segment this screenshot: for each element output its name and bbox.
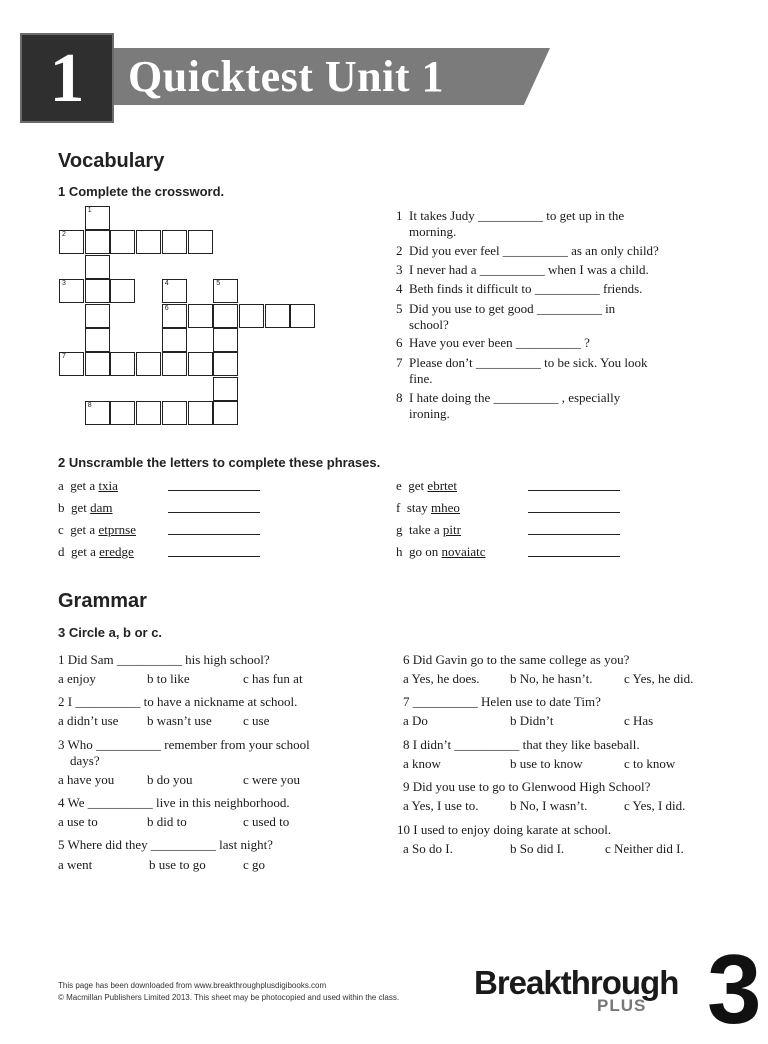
- crossword-cell[interactable]: [85, 328, 110, 352]
- crossword-number-1: 1: [87, 207, 92, 214]
- page-title: Quicktest Unit 1: [128, 52, 444, 101]
- crossword-cell[interactable]: [188, 304, 213, 328]
- clue-2: 2 Did you ever feel __________ as an only child?: [396, 243, 659, 258]
- option-6a[interactable]: a Yes, he does.: [403, 671, 480, 686]
- option-8b[interactable]: b use to know: [510, 756, 583, 771]
- option-1a[interactable]: a enjoy: [58, 671, 96, 686]
- answer-line-b[interactable]: [168, 512, 260, 513]
- crossword-cell[interactable]: [265, 304, 290, 328]
- phrase-e: e get ebrtet: [396, 478, 458, 493]
- option-5a[interactable]: a went: [58, 857, 93, 872]
- footer-line-1: This page has been downloaded from www.breakthroughplusdigibooks.com: [58, 981, 327, 990]
- crossword-cell[interactable]: [110, 230, 135, 254]
- option-4a[interactable]: a use to: [58, 814, 98, 829]
- option-5b[interactable]: b use to go: [149, 857, 206, 872]
- question-3-cont: days?: [70, 753, 100, 768]
- crossword-cell[interactable]: [136, 352, 161, 376]
- option-7c[interactable]: c Has: [624, 713, 654, 728]
- phrase-a: a get a txia: [58, 478, 118, 493]
- crossword-cell[interactable]: [213, 401, 238, 425]
- option-8c[interactable]: c to know: [624, 756, 676, 771]
- crossword-cell[interactable]: [110, 401, 135, 425]
- option-3b[interactable]: b do you: [147, 772, 193, 787]
- option-4b[interactable]: b did to: [147, 814, 187, 829]
- crossword-cell[interactable]: [136, 230, 161, 254]
- crossword-number-7: 7: [62, 353, 66, 361]
- option-10a[interactable]: a So do I.: [403, 841, 453, 856]
- crossword-cell[interactable]: [110, 352, 135, 376]
- crossword-cell[interactable]: [110, 279, 135, 303]
- crossword-number-8: 8: [87, 402, 92, 410]
- option-9b[interactable]: b No, I wasn’t.: [510, 798, 588, 813]
- crossword-cell[interactable]: [162, 328, 187, 352]
- question-1: 1 Did Sam __________ his high school?: [58, 652, 270, 667]
- option-7b[interactable]: b Didn’t: [510, 713, 554, 728]
- clue-8: 8 I hate doing the __________ , especially ironing.: [396, 390, 621, 421]
- vocabulary-heading: Vocabulary: [58, 150, 165, 172]
- option-5c[interactable]: c go: [243, 857, 266, 872]
- phrase-b: b get dam: [58, 500, 113, 515]
- crossword-cell[interactable]: [162, 230, 187, 254]
- clue-7: 7 Please don’t __________ to be sick. You look fine.: [396, 355, 648, 386]
- crossword-cell[interactable]: [213, 304, 238, 328]
- crossword-cell[interactable]: [290, 304, 315, 328]
- question-2: 2 I __________ to have a nickname at school.: [58, 694, 298, 709]
- question-8: 8 I didn’t __________ that they like baseball.: [403, 737, 640, 752]
- crossword-cell[interactable]: [136, 401, 161, 425]
- crossword-cell[interactable]: [162, 401, 187, 425]
- ex2-instruction: 2 Unscramble the letters to complete these phrases.: [58, 455, 381, 470]
- clue-4: 4 Beth finds it difficult to __________ friends.: [396, 281, 643, 296]
- phrase-d: d get a eredge: [58, 544, 134, 559]
- clue-1: 1 It takes Judy __________ to get up in the morning.: [396, 208, 625, 239]
- answer-line-a[interactable]: [168, 490, 260, 491]
- option-9a[interactable]: a Yes, I use to.: [403, 798, 479, 813]
- question-10: 10 I used to enjoy doing karate at school.: [397, 822, 612, 837]
- clue-6: 6 Have you ever been __________ ?: [396, 335, 590, 350]
- brand-logo: Breakthrough: [474, 964, 679, 1001]
- crossword-cell[interactable]: [85, 255, 110, 279]
- crossword-cell[interactable]: [188, 401, 213, 425]
- answer-line-h[interactable]: [528, 556, 620, 557]
- phrase-c: c get a etprnse: [58, 522, 136, 537]
- option-3a[interactable]: a have you: [58, 772, 115, 787]
- option-10c[interactable]: c Neither did I.: [605, 841, 684, 856]
- footer-line-2: © Macmillan Publishers Limited 2013. This sheet may be photocopied and used within the class.: [58, 993, 400, 1002]
- answer-line-c[interactable]: [168, 534, 260, 535]
- crossword-cell[interactable]: [85, 279, 110, 303]
- phrase-h: h go on novaiatc: [396, 544, 486, 559]
- crossword-cell[interactable]: [162, 352, 187, 376]
- crossword-cell[interactable]: [213, 377, 238, 401]
- answer-line-f[interactable]: [528, 512, 620, 513]
- question-4: 4 We __________ live in this neighborhood.: [58, 795, 290, 810]
- crossword-cell[interactable]: [213, 328, 238, 352]
- question-9: 9 Did you use to go to Glenwood High School?: [403, 779, 651, 794]
- option-6c[interactable]: c Yes, he did.: [624, 671, 694, 686]
- option-9c[interactable]: c Yes, I did.: [624, 798, 686, 813]
- option-2c[interactable]: c use: [243, 713, 270, 728]
- question-7: 7 __________ Helen use to date Tim?: [403, 694, 601, 709]
- option-2a[interactable]: a didn’t use: [58, 713, 119, 728]
- option-4c[interactable]: c used to: [243, 814, 290, 829]
- crossword-cell[interactable]: [188, 230, 213, 254]
- option-1b[interactable]: b to like: [147, 671, 190, 686]
- crossword-cell[interactable]: [85, 230, 110, 254]
- crossword-cell[interactable]: [213, 352, 238, 376]
- crossword-number-5: 5: [216, 280, 221, 288]
- option-6b[interactable]: b No, he hasn’t.: [510, 671, 593, 686]
- answer-line-g[interactable]: [528, 534, 620, 535]
- phrase-g: g take a pitr: [396, 522, 461, 537]
- option-3c[interactable]: c were you: [243, 772, 301, 787]
- question-3: 3 Who __________ remember from your school: [58, 737, 310, 752]
- crossword-number-4: 4: [164, 280, 169, 288]
- option-8a[interactable]: a know: [403, 756, 441, 771]
- answer-line-e[interactable]: [528, 490, 620, 491]
- crossword-cell[interactable]: [239, 304, 264, 328]
- clue-5: 5 Did you use to get good __________ in school?: [396, 301, 616, 332]
- option-7a[interactable]: a Do: [403, 713, 428, 728]
- option-10b[interactable]: b So did I.: [510, 841, 565, 856]
- crossword-cell[interactable]: [85, 304, 110, 328]
- crossword-cell[interactable]: [85, 352, 110, 376]
- crossword-number-3: 3: [62, 280, 66, 288]
- phrase-f: f stay mheo: [396, 500, 460, 515]
- ex3-instruction: 3 Circle a, b or c.: [58, 625, 163, 640]
- option-2b[interactable]: b wasn’t use: [147, 713, 212, 728]
- option-1c[interactable]: c has fun at: [243, 671, 303, 686]
- answer-line-d[interactable]: [168, 556, 260, 557]
- level-number: 3: [707, 934, 762, 1044]
- unit-number: 1: [49, 40, 85, 117]
- brand-plus: PLUS: [597, 996, 647, 1015]
- footer-note: [58, 980, 399, 1004]
- grammar-heading: Grammar: [58, 590, 147, 612]
- crossword-number-2: 2: [62, 231, 66, 239]
- ex1-instruction: 1 Complete the crossword.: [58, 184, 225, 199]
- crossword-number-6: 6: [164, 304, 169, 312]
- crossword-cell[interactable]: [188, 352, 213, 376]
- clue-3: 3 I never had a __________ when I was a child.: [396, 262, 649, 277]
- question-5: 5 Where did they __________ last night?: [58, 837, 273, 852]
- question-6: 6 Did Gavin go to the same college as you?: [403, 652, 630, 667]
